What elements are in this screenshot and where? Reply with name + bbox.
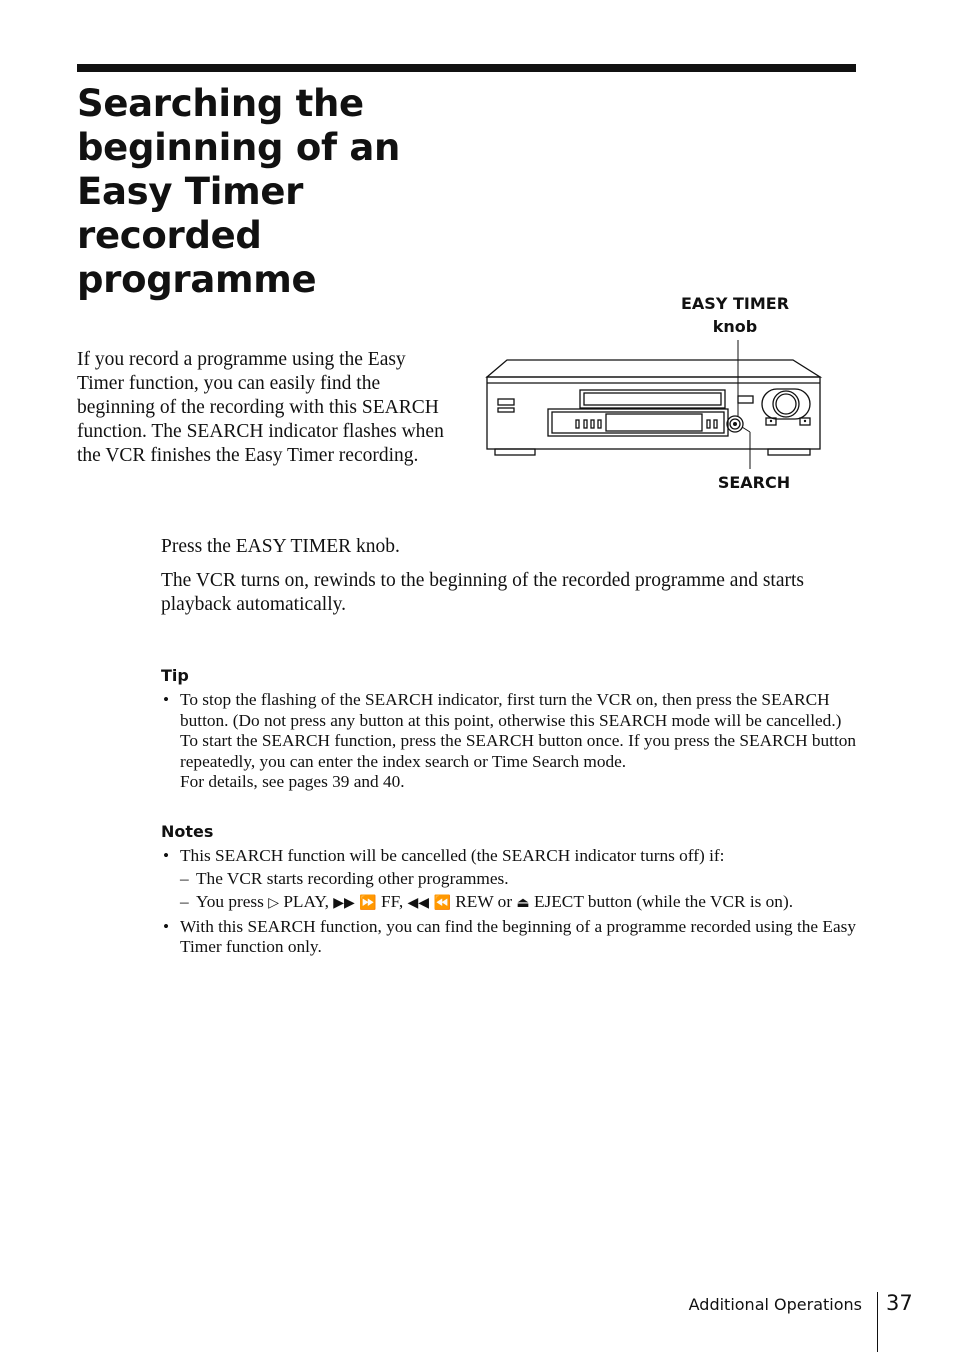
play-arrow-icon: ▷	[268, 895, 279, 911]
note-item	[161, 917, 861, 958]
note-text: With this SEARCH function, you can find the beginning of a programme recorded using the Easy Timer function only.	[180, 916, 857, 956]
eject-icon: ⏏	[516, 895, 530, 911]
step-instruction: Press the EASY TIMER knob.	[161, 536, 400, 557]
page-number: 37	[886, 1291, 913, 1315]
note-sublist	[180, 869, 861, 914]
notes-list	[161, 846, 861, 961]
note-text: This SEARCH function will be cancelled (the SEARCH indicator turns off) if:	[180, 846, 725, 865]
fast-forward-icon: ▶▶ ⏩	[333, 895, 377, 911]
tip-list	[161, 690, 861, 796]
tip-item	[161, 690, 861, 793]
title-rule	[77, 64, 856, 72]
footer-section: Additional Operations	[688, 1295, 862, 1314]
tip-text: To stop the flashing of the SEARCH indicator, first turn the VCR on, then press the SEARCH button. (Do not press any button at this point, otherwise this SEARCH mode will be cancelled.) To start the SEARCH function, press the SEARCH button once. If you press the SEARCH button repeatedly, you can enter the index search or Time Search mode.	[180, 690, 857, 771]
tip-heading: Tip	[161, 666, 189, 685]
note-subitem: – You press ▷ PLAY, ▶▶ ⏩ FF, ◀◀ ⏪ REW or ⏏ EJECT button (while the VCR is on).	[180, 892, 861, 914]
note-subitem: – The VCR starts recording other programmes.	[180, 869, 861, 890]
rewind-icon: ◀◀ ⏪	[407, 895, 451, 911]
page-title: Searching the beginning of an Easy Timer recorded programme	[77, 82, 401, 301]
search-label: SEARCH	[717, 473, 791, 492]
easy-timer-label: EASY TIMER knob	[680, 294, 790, 336]
tip-details: For details, see pages 39 and 40.	[180, 772, 405, 791]
step-result: The VCR turns on, rewinds to the beginning of the recorded programme and starts playback automatically.	[161, 570, 804, 615]
note-item	[161, 846, 861, 914]
footer-divider	[877, 1292, 878, 1352]
intro-paragraph: If you record a programme using the Easy Timer function, you can easily find the beginning of the recording with this SEARCH function. The SEARCH indicator flashes when the VCR finishes the Easy Timer recording.	[77, 349, 444, 466]
vcr-illustration	[480, 335, 830, 470]
notes-heading: Notes	[161, 822, 214, 841]
